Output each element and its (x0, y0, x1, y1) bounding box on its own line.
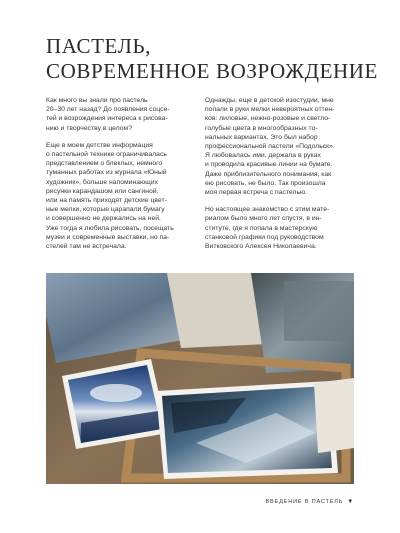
triangle-down-icon: ▼ (347, 499, 354, 505)
text-line: Даже приблизительного понимания, как (205, 170, 332, 178)
left-column (46, 96, 190, 259)
paragraph (205, 96, 349, 197)
text-line: ков: лиловые, нежно-розовые и светло- (205, 115, 331, 123)
paragraph (205, 205, 349, 251)
text-line: художник», больше напоминающих (46, 178, 158, 186)
text-line: 20–30 лет назад? До появления соцсе- (46, 106, 170, 114)
running-footer (266, 499, 354, 505)
text-line: нальных вариантах. Это был набор (205, 133, 318, 141)
text-line: риалом было много лет спустя, в ин- (205, 215, 322, 223)
text-line: станковой графики под руководством (205, 233, 324, 241)
cloud (90, 384, 142, 402)
text-line: рисунки карандашом или сангиной, (46, 187, 159, 195)
text-line: попали в руки мелки невероятных оттен- (205, 106, 335, 114)
text-line: Витковского Алексея Николаевича. (205, 243, 317, 251)
text-line: и совершенно не держались на ней. (46, 215, 161, 223)
text-line: туманных работах из журнала «Юный (46, 169, 167, 177)
text-line: представлением о блеклых, немного (46, 160, 163, 168)
text-line: профессиональной пастели «Подольск». (205, 143, 335, 151)
text-line: ею рисовать, не было. Так произошла (205, 179, 326, 187)
text-line: Как много вы знали про пастель (46, 97, 148, 104)
painting-dark-panel (284, 281, 354, 341)
page-title (46, 34, 378, 84)
text-line: нию и творчеству в целом? (46, 124, 133, 132)
footer-section-label: ВВЕДЕНИЕ В ПАСТЕЛЬ (265, 499, 344, 505)
paragraph (46, 96, 190, 133)
text-line: Однажды, еще в детской изостудии, мне (205, 97, 334, 104)
title-line-1: ПАСТЕЛЬ, (46, 34, 152, 58)
text-line: моя первая встреча с пастелью. (205, 189, 307, 197)
text-line: Но настоящее знакомство с этим мате- (205, 206, 330, 214)
text-line: о пастельной технике ограничивалась (46, 151, 167, 159)
pastel-paintings-photo (46, 273, 354, 484)
paragraph (46, 141, 190, 251)
text-line: стелей там не встречала. (46, 243, 127, 251)
text-line: Я любовалась ими, держала в руках (205, 152, 321, 160)
text-line: Еще в моем детстве информация (46, 141, 153, 149)
title-line-2: СОВРЕМЕННОЕ ВОЗРОЖДЕНИЕ (46, 59, 378, 83)
text-line: тей и возрождения интереса к рисова- (46, 115, 168, 123)
text-line: голубые цвета в многообразных то- (205, 124, 318, 132)
paper-sheet (314, 378, 354, 453)
text-line: ституте, где я попала в мастерскую (205, 224, 318, 232)
text-line: Уже тогда я любила рисовать, посещать (46, 224, 174, 232)
text-line: или на память приходят детские цвет- (46, 197, 167, 205)
text-line: ные мелки, которые царапали бумагу (46, 206, 165, 214)
photo-illustration (46, 273, 354, 484)
text-line: и проводила красивые линии на бумаге. (205, 161, 333, 169)
right-column (205, 96, 349, 259)
text-line: музеи и современные выставки, но па- (46, 233, 170, 241)
